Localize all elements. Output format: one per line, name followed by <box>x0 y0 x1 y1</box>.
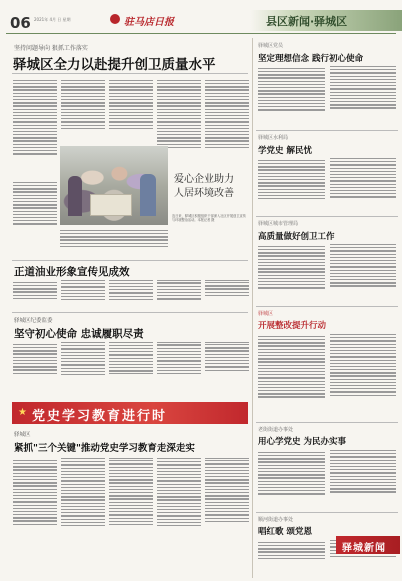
paper-logo-icon <box>110 14 120 24</box>
sidebar-rule-1 <box>256 130 398 131</box>
sidebar-kicker-4: 驿城区 <box>258 311 274 317</box>
main-body-col-5 <box>205 78 249 172</box>
banner-star-icon: ★ <box>18 407 27 418</box>
section-rule-1 <box>12 260 248 261</box>
photo-person <box>140 174 156 216</box>
sidebar-rule-5 <box>256 512 398 513</box>
photo-side-text <box>13 180 57 240</box>
sidebar-kicker-6: 顺河街道办事处 <box>258 517 294 523</box>
sidebar-body-1 <box>258 66 396 124</box>
sidebar-rule-3 <box>256 306 398 307</box>
sidebar-kicker-3: 驿城区城市管理局 <box>258 221 299 227</box>
article-discipline-body <box>13 342 249 400</box>
page-number: 06 <box>10 14 31 32</box>
main-headline: 驿城区全力以赴提升创卫质量水平 <box>13 57 216 73</box>
sidebar <box>256 38 398 578</box>
footer-badge-text: 驿城新闻 <box>342 543 386 554</box>
photo-caption: 连日来，驿城区积极组织干部深入社区开展创卫宣传与环境整治活动。本报记者 摄 <box>172 214 246 223</box>
column-divider <box>252 38 253 578</box>
sidebar-body-5 <box>258 450 396 510</box>
photo-slogan-1: 爱心企业助力 <box>174 174 234 185</box>
article-headline-oil: 正道油业形象宣传见成效 <box>14 266 130 278</box>
paper-name: 驻马店日报 <box>124 17 174 28</box>
sidebar-headline-6: 唱红歌 颂党恩 <box>258 527 312 537</box>
sidebar-kicker-2: 驿城区水利局 <box>258 135 289 141</box>
masthead <box>0 0 402 40</box>
photo-bottom-text <box>60 228 168 256</box>
article-kicker-study: 驿城区 <box>14 432 31 438</box>
sidebar-body-2 <box>258 158 396 214</box>
article-headline-discipline: 坚守初心使命 忠诚履职尽责 <box>14 328 144 340</box>
main-kicker: 坚持问题导向 狠抓工作落实 <box>14 45 88 52</box>
photo-slogan-2: 人居环境改善 <box>174 188 234 199</box>
sidebar-body-4 <box>258 334 396 420</box>
sidebar-headline-5: 用心学党史 为民办实事 <box>258 437 346 447</box>
news-photo <box>60 146 168 225</box>
headline-rule <box>12 73 248 74</box>
sidebar-headline-3: 高质量做好创卫工作 <box>258 232 335 242</box>
photo-boxes <box>90 194 132 216</box>
sidebar-rule-2 <box>256 216 398 217</box>
article-headline-study: 紧抓"三个关键"推动党史学习教育走深走实 <box>14 443 195 454</box>
sidebar-body-3 <box>258 244 396 304</box>
main-body-col-3 <box>109 78 153 144</box>
section-title: 县区新闻·驿城区 <box>266 15 348 28</box>
party-history-banner <box>12 402 248 424</box>
date-line: 2021年 4月 日 星期 <box>34 17 71 22</box>
sidebar-kicker-1: 驿城区党员 <box>258 43 284 49</box>
sidebar-headline-2: 学党史 解民忧 <box>258 146 312 156</box>
sidebar-kicker-5: 老街街道办事处 <box>258 427 294 433</box>
sidebar-headline-4: 开展整改提升行动 <box>258 321 327 331</box>
footer-badge <box>336 536 400 554</box>
main-body-col-2 <box>61 78 105 144</box>
masthead-rule <box>6 33 396 34</box>
main-body-col-1 <box>13 78 57 178</box>
section-rule-2 <box>12 312 248 313</box>
article-study-body <box>13 458 249 574</box>
article-kicker-discipline: 驿城区纪委监委 <box>14 318 53 324</box>
sidebar-headline-1: 坚定理想信念 践行初心使命 <box>258 54 363 64</box>
photo-person <box>68 176 82 216</box>
sidebar-rule-4 <box>256 422 398 423</box>
banner-text: 党史学习教育进行时 <box>32 409 168 424</box>
article-oil-body <box>13 280 249 308</box>
